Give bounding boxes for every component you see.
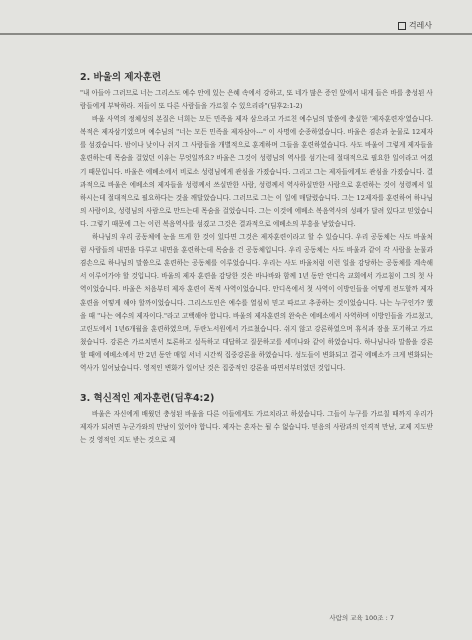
paragraph: 바울은 자신에게 배웠던 충성된 바울을 다른 이들에게도 가르치라고 하셨습니다. 그들이 누구를 가르칠 때까지 우리가 제자가 되려면 누군가와의 만남이 있어야 합니다. 제자는 혼자는 될 수 없습니다. 믿음의 사람과의 인격적 만남, 교제 지도받는 것 영적인 지도 받는 것으로 제 [80, 410, 433, 445]
section-title-discipleship: 2. 바울의 제자훈련 [80, 72, 162, 83]
section-innovative-training [80, 391, 433, 447]
header-rule [0, 33, 472, 35]
square-icon [398, 22, 406, 30]
paragraph: 하나님의 우리 공동체에 눈을 뜨게 한 것이 있다면 그것은 제자훈련이라고 할 수 있습니다. 우리 공동체는 사도 바울처럼 사람들의 내면을 다루고 내면을 훈련하는데 목숨을 건 공동체입니다. 우리 공동체는 사도 바울과 같이 각 사람을 눈물과 겸손으로 하나님의 말씀으로 훈련하는 공동체를 이루었습니다. 우리는 사도 바울처럼 이런 일을 감당하는 공동체를 계속해서 이루어가야 할 것입니다. 바울의 제자 훈련을 감당한 것은 바나바와 함께 1년 동안 안디옥 교회에서 가르침이 그의 첫 사역이었습니다. 바울은 처음부터 제자 훈련이 목적 사역이었습니다. 안디옥에서 첫 사역이 이방인들을 어떻게 전도할까 제자훈련을 어떻게 해야 할까이었습니다. 그리스도인은 예수를 열심히 믿고 따르고 추종하는 것이었습니다. 나는 누구인가? 했을 때 "나는 예수의 제자이다."라고 고백해야 합니다. 바울의 제자훈련의 완숙은 에베소에서 사역하며 이방인들을 가르쳤고, 고린도에서 1년6개월을 훈련하였으며, 두란노서원에서 가르쳤습니다. 쉬지 않고 강론하였으며 휴식과 잠을 포기하고 가르쳤습니다. 강론은 가르치면서 토론하고 설득하고 대답하고 질문하고를 세미나와 같이 하였습니다. 하나님나라 말씀을 강론할 때에 에베소에서 만 2년 동안 매일 서너 시간씩 집중강론을 하였습니다. 성도들이 변화되고 결국 에베소가 크게 변화되는 역사가 일어났습니다. 영적인 변화가 일어난 것은 집중적인 강론을 따면서부터였던 것입니다. [80, 233, 433, 372]
paragraph: 바울 사역의 정체성의 본질은 너희는 모든 민족을 제자 삼으라고 가르친 예수님의 말씀에 충실한 '제자훈련자'였습니다. 복적은 제자삼기였으며 예수님의 "너는 모든 민족을 제자삼아---" 이 사명에 순종하였습니다. 바울은 겸손과 눈물로 12제자를 섬겼습니다. 밤이나 낮이나 쉬지 그 사람들을 개별적으로 훈계하며 그들을 훈련하였습니다. 사도 바울이 그렇게 제자들을 훈련하는데 목숨을 걸었던 이유는 무엇일까요? 바울은 그것이 성령님의 역사를 섬기는데 절대적으로 필요한 일이라고 여겼기 때문입니다. 바울은 에베소에서 비로소 성령님에게 관심을 가졌습니다. 그리고 그는 제자들에게도 관심을 가졌습니다. 결과적으로 바울은 에베소의 제자들을 성령께서 쓰실만한 사람, 성령께서 역사하실만한 사람으로 훈련하는 것이 성령께서 일하시는데 절대적으로 필요하다는 것을 깨달았습니다. 그러므로 그는 이 일에 매달렸습니다. 그는 12제자를 훈련하여 하나님의 사람이요, 성령님의 사람으로 만드는데 목숨을 걸었습니다. 그는 이것에 에베소 복음역사의 성패가 달려 있다고 믿었습니다. 그렇기 때문에 그는 이런 복음역사를 섬겼고 그것은 결과적으로 에베소의 부흥을 낳았습니다. [80, 115, 433, 228]
article-body [80, 70, 433, 447]
section-title-innovative: 3. 혁신적인 제자훈련(딤후4:2) [80, 393, 215, 405]
page-footer: 사람의 교육 100조 : 7 [329, 614, 394, 622]
running-header-label: 걱레사 [408, 21, 432, 30]
page-header [0, 0, 472, 48]
scripture-quote: "내 아들아 그러므로 너는 그리스도 예수 안에 있는 은혜 속에서 강하고, 또 네가 많은 증인 앞에서 내게 들은 바를 충성된 사람들에게 부탁하라. 저들이 또 다른 사람들을 가르칠 수 있으리라"(딤후2:1-2) [80, 89, 433, 111]
running-header [398, 20, 432, 31]
